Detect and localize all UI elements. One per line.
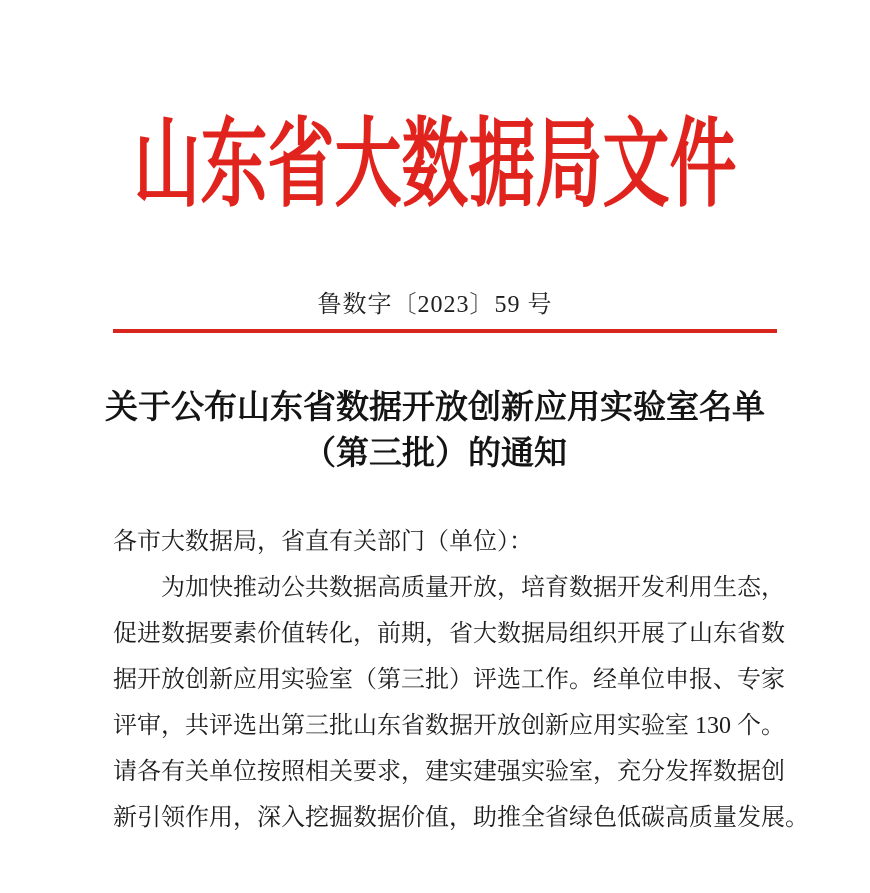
document-number: 鲁数字〔2023〕59 号 — [317, 292, 553, 318]
red-separator-line — [113, 329, 777, 333]
document-title-line2: （第三批）的通知 — [303, 436, 567, 472]
document-title — [0, 385, 870, 477]
body-salutation: 各市大数据局，省直有关部门（单位）： — [113, 529, 533, 555]
body-line: 为加快推动公共数据高质量开放，培育数据开发利用生态， — [161, 575, 785, 601]
masthead — [0, 96, 870, 218]
body-line: 评审，共评选出第三批山东省数据开放创新应用实验室 130 个。 — [113, 713, 785, 739]
masthead-title: 山东省大数据局文件 — [133, 112, 737, 220]
body-line: 请各有关单位按照相关要求，建实建强实验室，充分发挥数据创 — [113, 759, 785, 785]
body-line: 据开放创新应用实验室（第三批）评选工作。经单位申报、专家 — [113, 667, 785, 693]
document-title-line1: 关于公布山东省数据开放创新应用实验室名单 — [105, 390, 765, 426]
body-line: 新引领作用，深入挖掘数据价值，助推全省绿色低碳高质量发展。 — [113, 805, 809, 831]
document-body — [113, 519, 809, 841]
body-line: 促进数据要素价值转化，前期，省大数据局组织开展了山东省数 — [113, 621, 785, 647]
